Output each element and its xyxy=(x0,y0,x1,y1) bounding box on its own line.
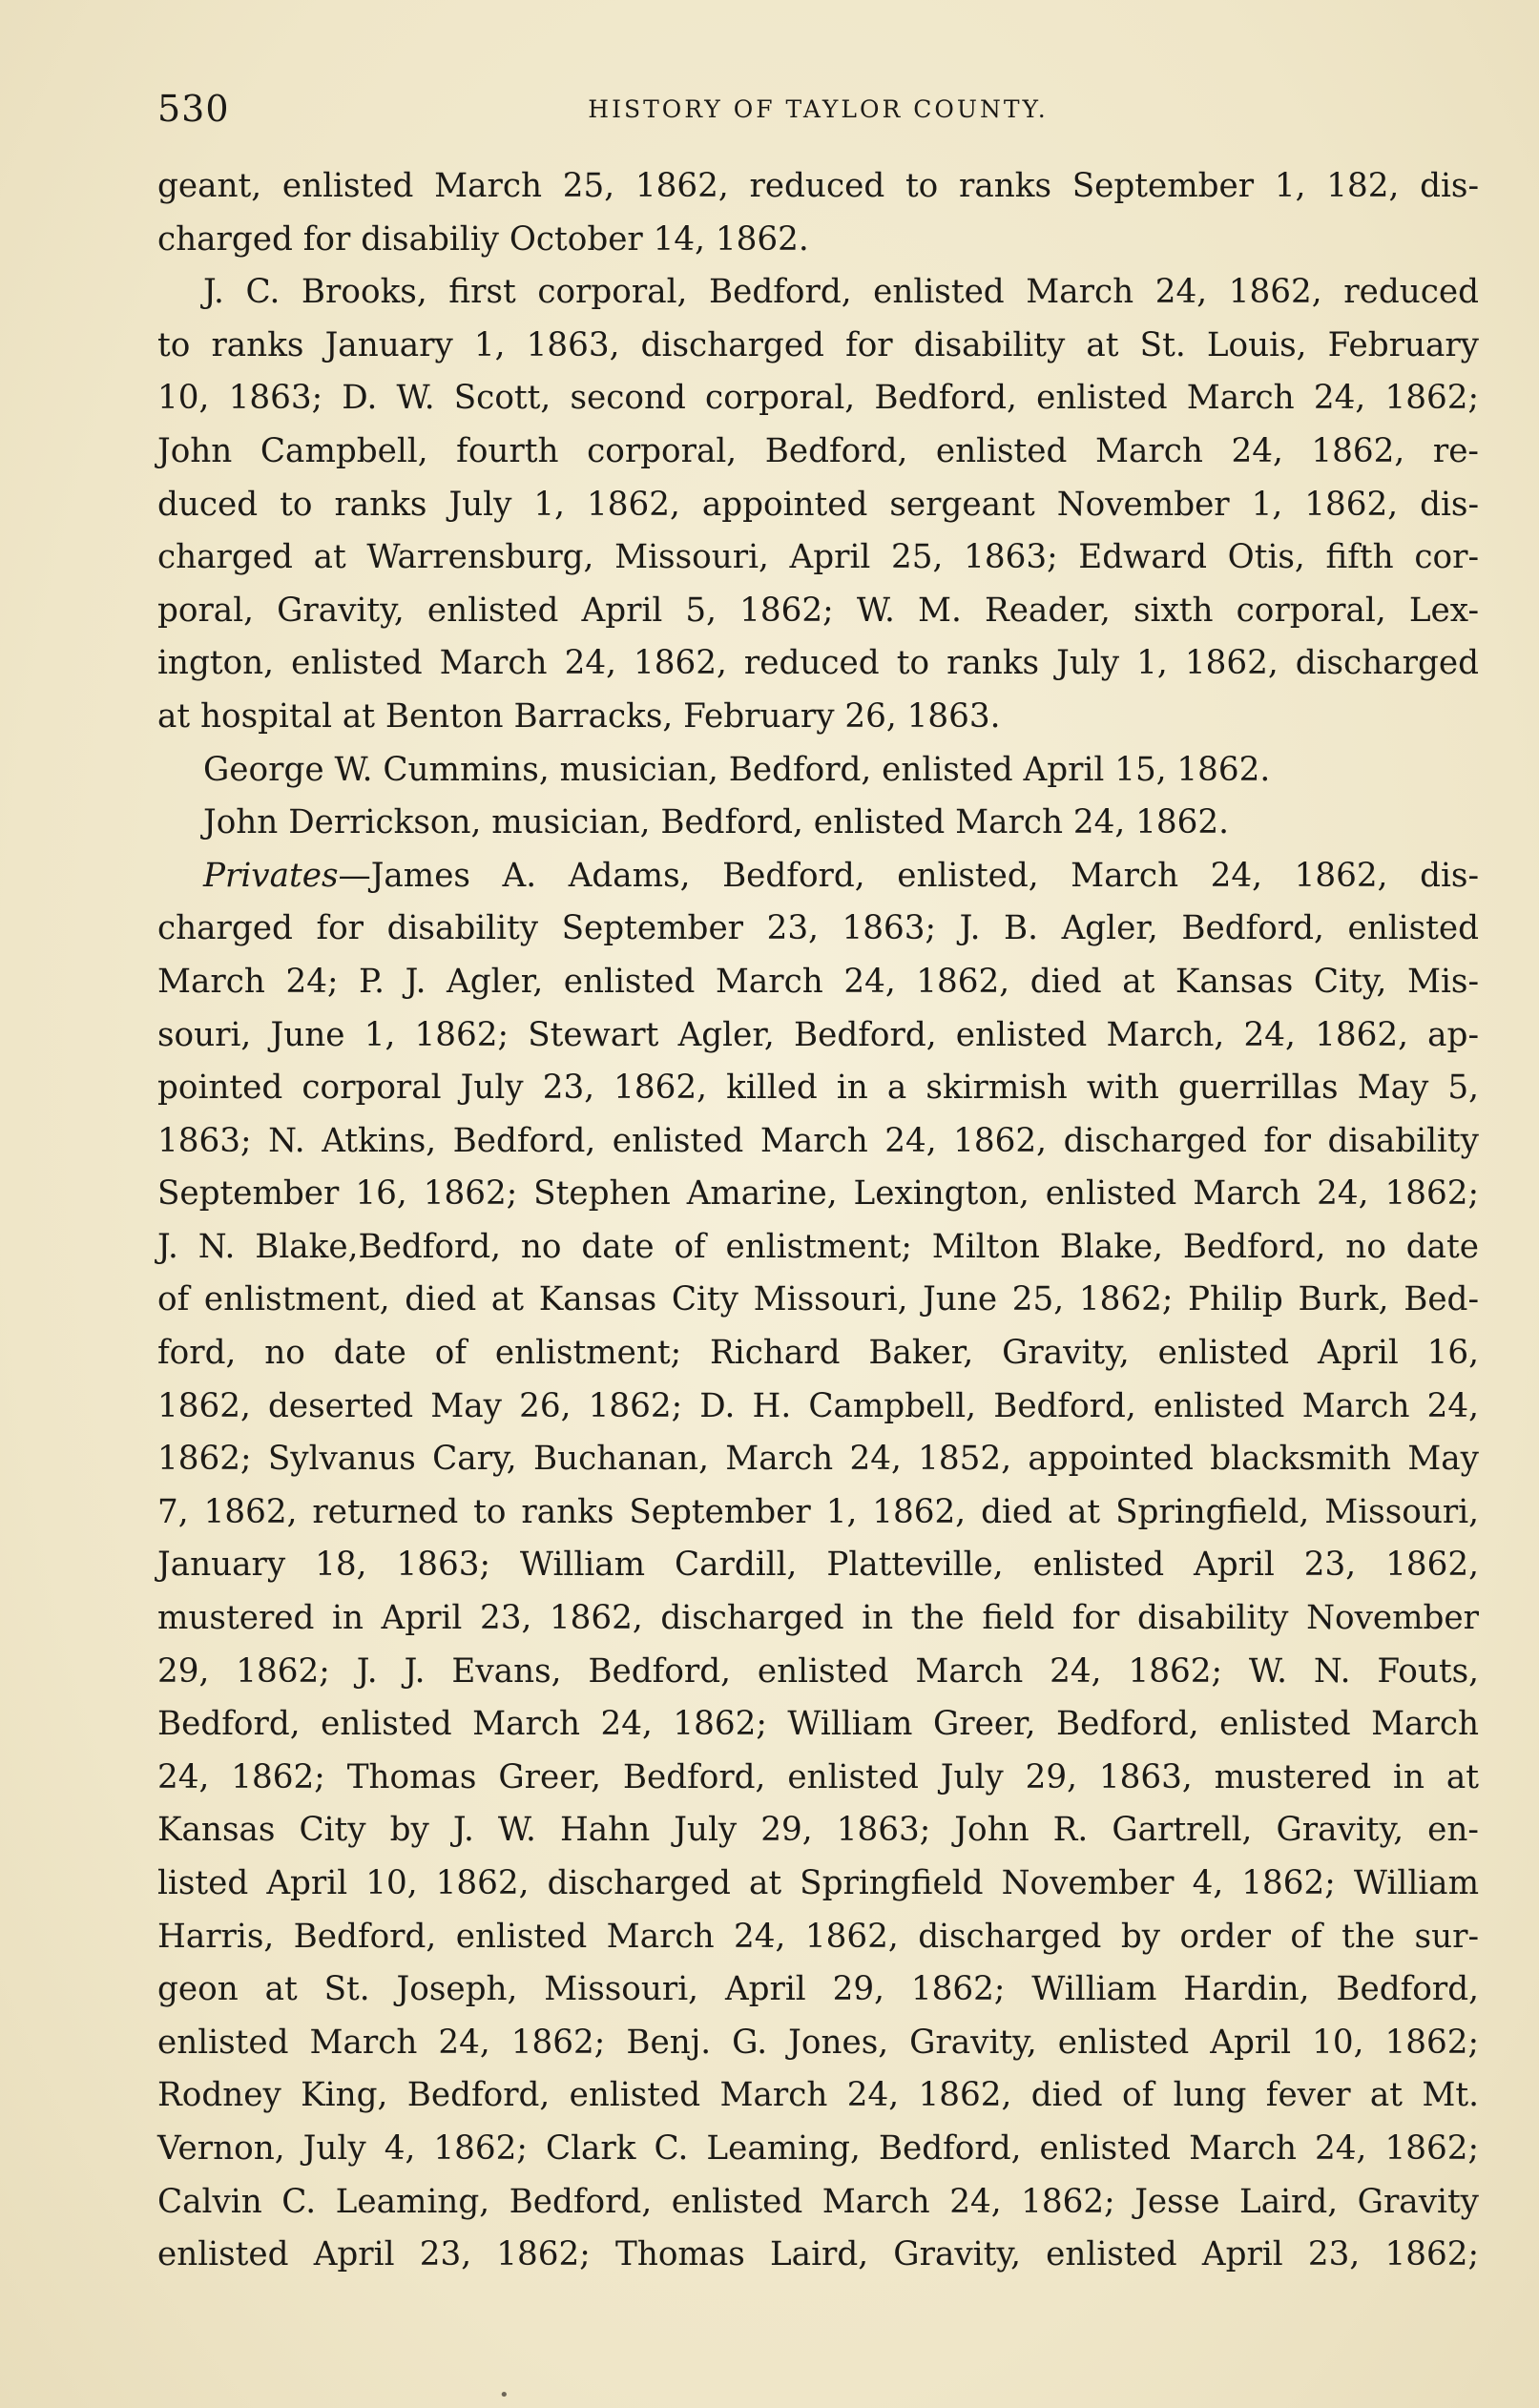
privates-heading: Privates xyxy=(203,856,339,895)
running-title: HISTORY OF TAYLOR COUNTY. xyxy=(588,95,1049,123)
page-number: 530 xyxy=(157,88,230,130)
text-line: enlisted March 24, 1862; Benj. G. Jones, Gravity, enlisted April 10, 1862; xyxy=(157,2023,1479,2062)
text-line: at hospital at Benton Barracks, February 26, 1863. xyxy=(157,696,1001,736)
text-line: March 24; P. J. Agler, enlisted March 24, 1862, died at Kansas City, Mis- xyxy=(157,962,1479,1001)
text-line: John Derrickson, musician, Bedford, enlisted March 24, 1862. xyxy=(203,803,1230,842)
text-line: Calvin C. Leaming, Bedford, enlisted March 24, 1862; Jesse Laird, Gravity xyxy=(157,2182,1479,2221)
text-line: 10, 1863; D. W. Scott, second corporal, Bedford, enlisted March 24, 1862; xyxy=(157,379,1479,418)
text-line: 7, 1862, returned to ranks September 1, 1862, died at Springfield, Missouri, xyxy=(157,1492,1479,1531)
text-line: Harris, Bedford, enlisted March 24, 1862, discharged by order of the sur- xyxy=(157,1917,1479,1956)
text-line: Rodney King, Bedford, enlisted March 24, 1862, died of lung fever at Mt. xyxy=(157,2076,1479,2115)
text-line: pointed corporal July 23, 1862, killed in a skirmish with guerrillas May 5, xyxy=(157,1069,1479,1108)
text-line: September 16, 1862; Stephen Amarine, Lexington, enlisted March 24, 1862; xyxy=(157,1174,1479,1214)
text-line: George W. Cummins, musician, Bedford, enlisted April 15, 1862. xyxy=(203,750,1271,789)
text-line: charged for disabiliy October 14, 1862. xyxy=(157,219,809,259)
text-line: listed April 10, 1862, discharged at Springfield November 4, 1862; William xyxy=(157,1864,1479,1902)
text-line: Kansas City by J. W. Hahn July 29, 1863; John R. Gartrell, Gravity, en- xyxy=(157,1811,1479,1850)
text-line: souri, June 1, 1862; Stewart Agler, Bedford, enlisted March, 24, 1862, ap- xyxy=(157,1015,1479,1054)
page-header xyxy=(157,84,1479,141)
text-line: Privates—James A. Adams, Bedford, enlisted, March 24, 1862, dis- xyxy=(203,856,1479,895)
text-line: duced to ranks July 1, 1862, appointed sergeant November 1, 1862, dis- xyxy=(157,485,1479,524)
text-line: 1862, deserted May 26, 1862; D. H. Campbell, Bedford, enlisted March 24, xyxy=(157,1386,1479,1425)
text-line: geon at St. Joseph, Missouri, April 29, 1862; William Hardin, Bedford, xyxy=(157,1970,1479,2009)
text-line: J. N. Blake,Bedford, no date of enlistment; Milton Blake, Bedford, no date xyxy=(157,1227,1479,1266)
text-line: geant, enlisted March 25, 1862, reduced to ranks September 1, 182, dis- xyxy=(157,167,1479,205)
text-line: Bedford, enlisted March 24, 1862; William Greer, Bedford, enlisted March xyxy=(157,1705,1479,1744)
body-text xyxy=(157,160,1479,2282)
text-line: J. C. Brooks, first corporal, Bedford, enlisted March 24, 1862, reduced xyxy=(203,273,1479,312)
text-line: charged at Warrensburg, Missouri, April 25, 1863; Edward Otis, fifth cor- xyxy=(157,538,1479,577)
text-line: 1863; N. Atkins, Bedford, enlisted March 24, 1862, discharged for disability xyxy=(157,1121,1479,1160)
text-line: to ranks January 1, 1863, discharged for disability at St. Louis, February xyxy=(157,325,1479,364)
text-line: Vernon, July 4, 1862; Clark C. Leaming, Bedford, enlisted March 24, 1862; xyxy=(157,2128,1479,2168)
text-line: ford, no date of enlistment; Richard Baker, Gravity, enlisted April 16, xyxy=(157,1334,1479,1373)
text-line: 29, 1862; J. J. Evans, Bedford, enlisted March 24, 1862; W. N. Fouts, xyxy=(157,1651,1479,1691)
text-line: 24, 1862; Thomas Greer, Bedford, enlisted July 29, 1863, mustered in at xyxy=(157,1757,1479,1796)
stray-ink-mark: • xyxy=(499,2385,510,2405)
text-line: enlisted April 23, 1862; Thomas Laird, Gravity, enlisted April 23, 1862; xyxy=(157,2235,1479,2274)
text-line: of enlistment, died at Kansas City Missouri, June 25, 1862; Philip Burk, Bed- xyxy=(157,1280,1479,1319)
text-line: January 18, 1863; William Cardill, Platteville, enlisted April 23, 1862, xyxy=(157,1546,1479,1585)
text-line: mustered in April 23, 1862, discharged in the field for disability November xyxy=(157,1599,1479,1638)
text-line: ington, enlisted March 24, 1862, reduced to ranks July 1, 1862, discharged xyxy=(157,644,1479,683)
text-line: charged for disability September 23, 1863; J. B. Agler, Bedford, enlisted xyxy=(157,909,1479,948)
text-line: poral, Gravity, enlisted April 5, 1862; W. M. Reader, sixth corporal, Lex- xyxy=(157,591,1479,630)
text-line: 1862; Sylvanus Cary, Buchanan, March 24, 1852, appointed blacksmith May xyxy=(157,1440,1479,1479)
text-line: John Campbell, fourth corporal, Bedford, enlisted March 24, 1862, re- xyxy=(157,431,1479,470)
